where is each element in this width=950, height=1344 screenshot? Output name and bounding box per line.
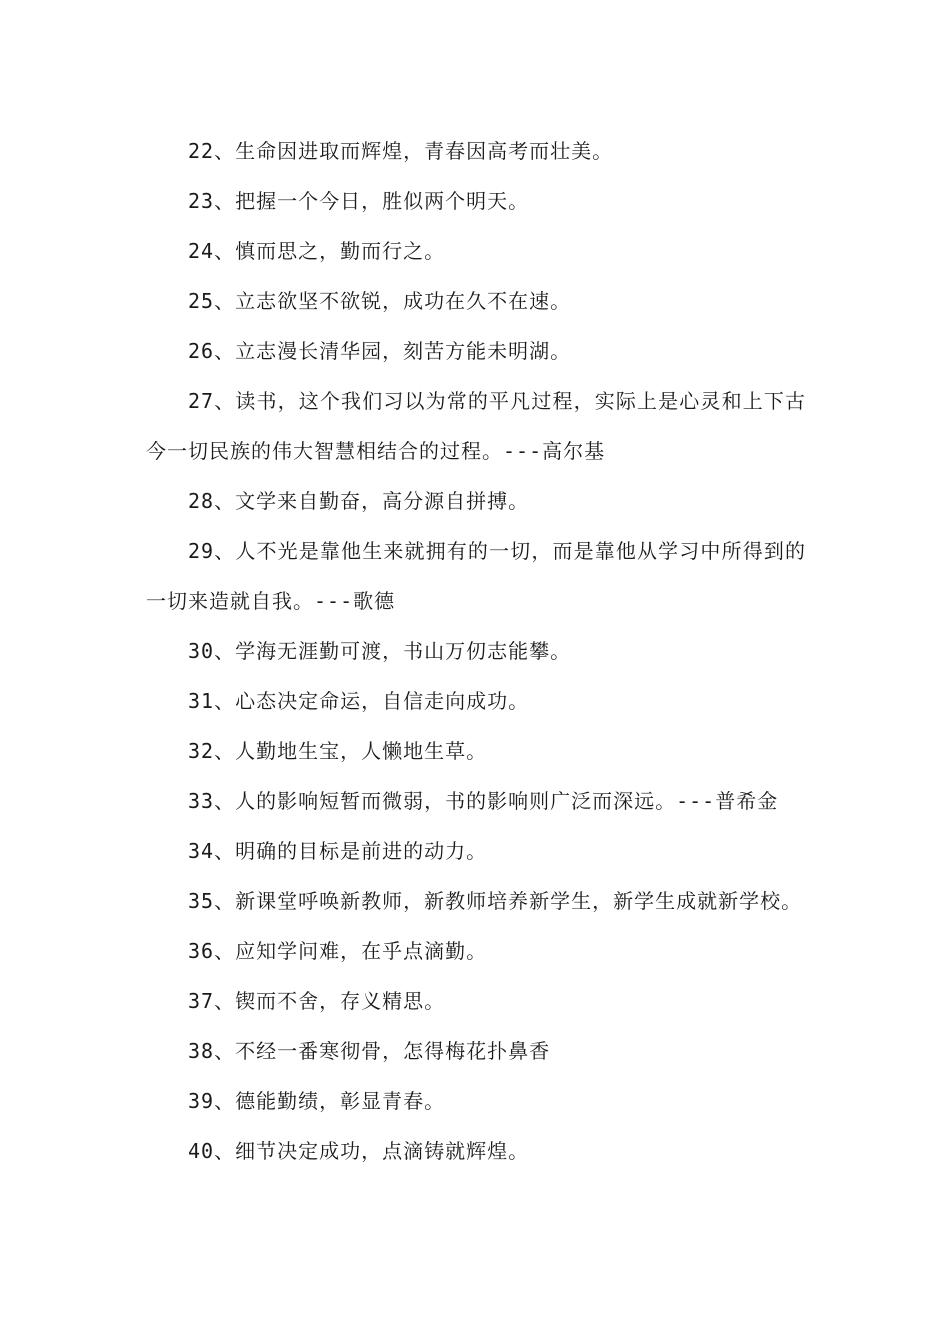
paragraph-27: 27、读书，这个我们习以为常的平凡过程，实际上是心灵和上下古今一切民族的伟大智慧相结合的过程。---高尔基 [146,389,806,463]
paragraph-24: 24、慎而思之，勤而行之。 [188,239,446,263]
paragraph-29: 29、人不光是靠他生来就拥有的一切，而是靠他从学习中所得到的一切来造就自我。---歌德 [146,539,806,613]
paragraph-34: 34、明确的目标是前进的动力。 [188,839,488,863]
paragraph-32: 32、人勤地生宝，人懒地生草。 [188,739,488,763]
paragraph-26: 26、立志漫长清华园，刻苦方能未明湖。 [188,339,572,363]
paragraph-25: 25、立志欲坚不欲锐，成功在久不在速。 [188,289,572,313]
paragraph-35: 35、新课堂呼唤新教师，新教师培养新学生，新学生成就新学校。 [188,889,803,913]
paragraph-38: 38、不经一番寒彻骨，怎得梅花扑鼻香 [188,1039,551,1063]
paragraph-33: 33、人的影响短暂而微弱，书的影响则广泛而深远。---普希金 [188,789,779,813]
paragraph-37: 37、锲而不舍，存义精思。 [188,989,446,1013]
paragraph-23: 23、把握一个今日，胜似两个明天。 [188,189,530,213]
paragraph-28: 28、文学来自勤奋，高分源自拼搏。 [188,489,530,513]
document-body [146,126,806,1176]
paragraph-40: 40、细节决定成功，点滴铸就辉煌。 [188,1139,530,1163]
paragraph-36: 36、应知学问难，在乎点滴勤。 [188,939,488,963]
paragraph-39: 39、德能勤绩，彰显青春。 [188,1089,446,1113]
paragraph-30: 30、学海无涯勤可渡，书山万仞志能攀。 [188,639,572,663]
paragraph-31: 31、心态决定命运，自信走向成功。 [188,689,530,713]
paragraph-22: 22、生命因进取而辉煌，青春因高考而壮美。 [188,139,614,163]
